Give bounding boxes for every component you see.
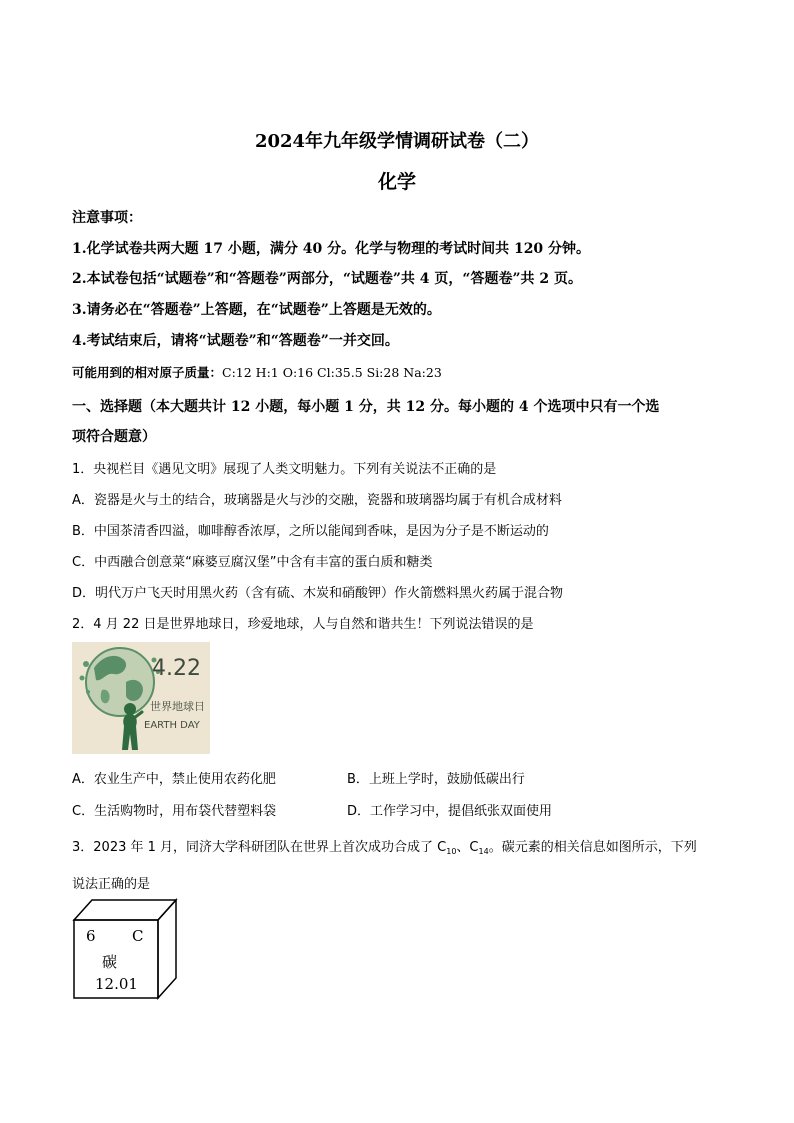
notice-heading: 注意事项： <box>72 210 142 226</box>
option-c: C．生活购物时，用布袋代替塑料袋 <box>72 804 277 819</box>
option-b: B．中国茶清香四溢，咖啡醇香浓厚，之所以能闻到香味，是因为分子是不断运动的 <box>72 524 549 539</box>
question-stem: 1．央视栏目《遇见文明》展现了人类文明魅力。下列有关说法不正确的是 <box>72 462 497 477</box>
option-a: A．瓷器是火与土的结合，玻璃器是火与沙的交融，瓷器和玻璃器均属于有机合成材料 <box>72 493 562 508</box>
element-name: 碳 <box>102 953 118 971</box>
element-atomic-mass: 12.01 <box>95 975 138 993</box>
earth-day-cn-label: 世界地球日 <box>150 700 205 713</box>
earth-day-date: 4.22 <box>152 656 201 681</box>
subscript: 10 <box>446 847 457 856</box>
notice-item: 2.本试卷包括“试题卷”和“答题卷”两部分，“试题卷”共 4 页，“答题卷”共 2 页。 <box>72 271 583 287</box>
subject-title: 化学 <box>377 171 416 193</box>
option-b: B．上班上学时，鼓励低碳出行 <box>347 772 525 787</box>
earth-day-image <box>72 642 210 754</box>
atomic-mass-label: 可能用到的相对原子质量： <box>72 365 223 380</box>
notice-item: 3.请务必在“答题卷”上答题，在“试题卷”上答题是无效的。 <box>72 302 441 318</box>
stem-text: 3．2023 年 1 月，同济大学科研团队在世界上首次成功合成了 C <box>72 840 447 855</box>
option-c: C．中西融合创意菜“麻婆豆腐汉堡”中含有丰富的蛋白质和糖类 <box>72 555 433 570</box>
option-a: A．农业生产中，禁止使用农药化肥 <box>72 772 276 787</box>
atomic-mass-line <box>72 363 442 381</box>
question-stem-cont: 说法正确的是 <box>72 877 151 892</box>
earth-day-en-label: EARTH DAY <box>144 720 200 731</box>
option-d: D．工作学习中，提倡纸张双面使用 <box>347 804 553 819</box>
exam-title: 2024年九年级学情调研试卷（二） <box>254 131 540 152</box>
option-d: D．明代万户飞天时用黑火药（含有硫、木炭和硝酸钾）作火箭燃料黑火药属于混合物 <box>72 586 564 601</box>
section-heading-cont: 项符合题意） <box>72 429 156 445</box>
question-stem <box>72 836 697 856</box>
subscript: 14 <box>478 847 489 856</box>
stem-text: 、C <box>456 840 479 855</box>
notice-item: 1.化学试卷共两大题 17 小题，满分 40 分。化学与物理的考试时间共 120 分钟。 <box>72 241 591 257</box>
element-symbol: C <box>132 927 144 945</box>
section-heading: 一、选择题（本大题共计 12 小题，每小题 1 分，共 12 分。每小题的 4 个选项中只有一个选 <box>72 399 660 415</box>
atomic-mass-values: C:12 H:1 O:16 Cl:35.5 Si:28 Na:23 <box>222 365 442 380</box>
notice-item: 4.考试结束后，请将“试题卷”和“答题卷”一并交回。 <box>72 333 399 349</box>
question-stem: 2．4 月 22 日是世界地球日，珍爱地球，人与自然和谐共生！下列说法错误的是 <box>72 617 534 632</box>
element-atomic-number: 6 <box>86 927 96 945</box>
stem-text: 。碳元素的相关信息如图所示，下列 <box>488 840 697 855</box>
